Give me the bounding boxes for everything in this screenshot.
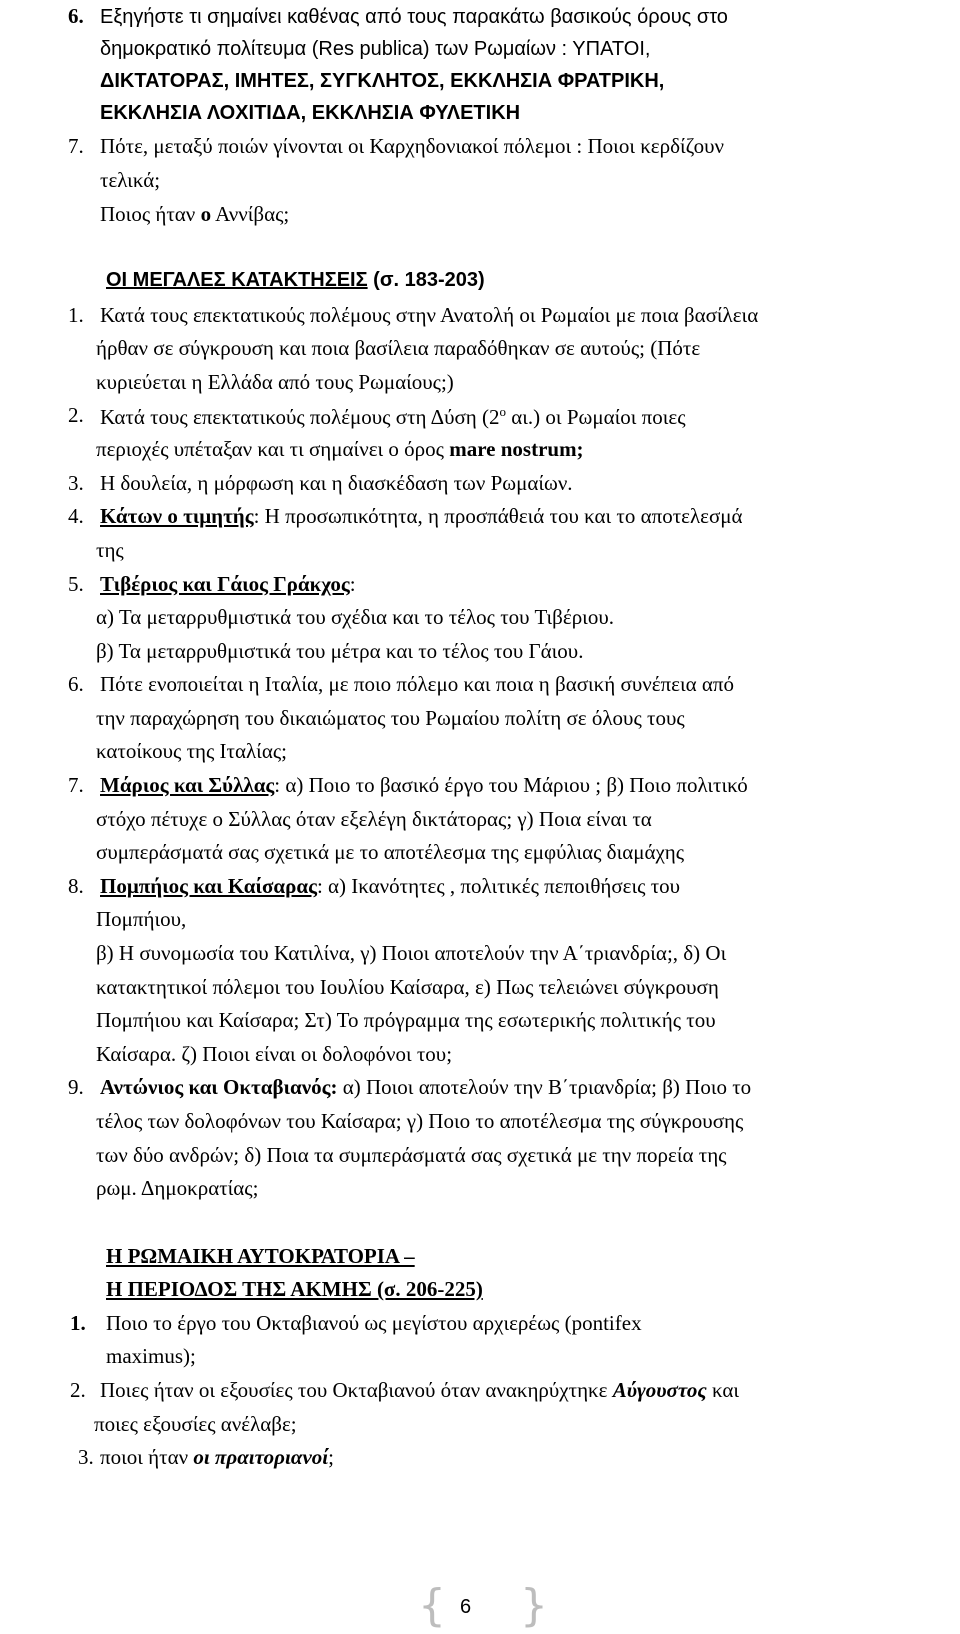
question-number: 2. — [70, 1378, 86, 1402]
question-text: ήρθαν σε σύγκρουση και ποια βασίλεια παραδόθηκαν σε αυτούς; (Πότε — [96, 336, 701, 360]
question-number: 6. — [68, 672, 84, 696]
question-text: κατακτητικοί πόλεμοι του Ιουλίου Καίσαρα, ε) Πως τελειώνει σύγκρουση — [96, 975, 719, 999]
question-text: maximus); — [106, 1344, 196, 1368]
question-number: 7. — [68, 773, 84, 797]
page-footer — [0, 1580, 960, 1634]
question-number: 3. — [68, 471, 84, 495]
question-text: στόχο πέτυχε ο Σύλλας όταν εξελέγη δικτάτορας; γ) Ποια είναι τα — [96, 807, 652, 831]
question-text: τέλος των δολοφόνων του Καίσαρα; γ) Ποιο το αποτέλεσμα της σύγκρουσης — [96, 1109, 744, 1133]
question-text: Πομπήιου, — [96, 907, 187, 931]
question-text: των δύο ανδρών; δ) Ποια τα συμπεράσματά σας σχετικά με την πορεία της — [96, 1143, 727, 1167]
question-number: 3. — [78, 1445, 94, 1469]
question-number: 5. — [68, 572, 84, 596]
right-brace-icon: } — [520, 1580, 548, 1631]
question-text: περιοχές υπέταξαν και τι σημαίνει ο όρος mare nostrum; — [96, 437, 584, 461]
question-text: Καίσαρα. ζ) Ποιοι είναι οι δολοφόνοι του; — [96, 1042, 453, 1066]
question-text: β) Τα μεταρρυθμιστικά του μέτρα και το τέλος του Γάιου. — [96, 639, 584, 663]
question-text: τελικά; — [100, 168, 161, 192]
section-heading: Η ΡΩΜΑΙΚΗ ΑΥΤΟΚΡΑΤΟΡΙΑ – — [106, 1244, 415, 1268]
question-text: την παραχώρηση του δικαιώματος του Ρωμαίου πολίτη σε όλους τους — [96, 706, 685, 730]
question-number: 9. — [68, 1075, 84, 1099]
question-number: 1. — [70, 1311, 86, 1335]
question-number: 6. — [68, 4, 84, 28]
question-text: Κατά τους επεκτατικούς πολέμους στη Δύση ($2^o$ αι.) οι Ρωμαίοι ποιες — [100, 404, 686, 429]
section-heading: ΟΙ ΜΕΓΑΛΕΣ ΚΑΤΑΚΤΗΣΕΙΣ (σ. 183-203) — [106, 269, 485, 291]
question-text: κυριεύεται η Ελλάδα από τους Ρωμαίους;) — [96, 370, 454, 394]
question-text: Πότε ενοποιείται η Ιταλία, με ποιο πόλεμο και ποια η βασική συνέπεια από — [100, 672, 734, 696]
question-text: Πομπήιος και Καίσαρας: α) Ικανότητες , πολιτικές πεποιθήσεις του — [100, 874, 681, 898]
page-number: 6 — [460, 1596, 472, 1618]
question-text: α) Τα μεταρρυθμιστικά του σχέδια και το τέλος του Τιβέριου. — [96, 605, 614, 629]
question-text: ρωμ. Δημοκρατίας; — [96, 1176, 259, 1200]
question-number: 7. — [68, 134, 84, 158]
question-text: ποιες εξουσίες ανέλαβε; — [94, 1412, 297, 1436]
question-text: Πότε, μεταξύ ποιών γίνονται οι Καρχηδονιακοί πόλεμοι : Ποιοι κερδίζουν — [100, 134, 724, 158]
question-text: Πομπήιου και Καίσαρα; Στ) Το πρόγραμμα της εσωτερικής πολιτικής του — [96, 1008, 716, 1032]
question-text: Αντώνιος και Οκταβιανός: α) Ποιοι αποτελούν την Β΄τριανδρία; β) Ποιο το — [100, 1075, 752, 1099]
question-text: της — [96, 538, 124, 562]
question-text: β) Η συνομωσία του Κατιλίνα, γ) Ποιοι αποτελούν την Α΄τριανδρία;, δ) Οι — [96, 941, 727, 965]
question-text: κατοίκους της Ιταλίας; — [96, 739, 287, 763]
question-number: 8. — [68, 874, 84, 898]
question-text: Η δουλεία, η μόρφωση και η διασκέδαση των Ρωμαίων. — [100, 471, 573, 495]
left-brace-icon: { — [418, 1580, 446, 1631]
question-text: Ποιες ήταν οι εξουσίες του Οκταβιανού όταν ανακηρύχτηκε Αύγουστος και — [100, 1378, 740, 1402]
question-text: Ποιος ήταν ο Αννίβας; — [100, 202, 290, 226]
question-number: 2. — [68, 403, 84, 427]
question-text: συμπεράσματά σας σχετικά με το αποτέλεσμα της εμφύλιας διαμάχης — [96, 840, 685, 864]
question-number: 1. — [68, 303, 84, 327]
question-text: ΕΚΚΛΗΣΙΑ ΛΟΧΙΤΙΔΑ, ΕΚΚΛΗΣΙΑ ΦΥΛΕΤΙΚΗ — [100, 102, 521, 124]
question-text: Κάτων ο τιμητής: Η προσωπικότητα, η προσπάθειά του και το αποτελεσμά — [100, 504, 743, 528]
question-text: Μάριος και Σύλλας: α) Ποιο το βασικό έργο του Μάριου ; β) Ποιο πολιτικό — [100, 773, 748, 797]
question-text: Κατά τους επεκτατικούς πολέμους στην Ανατολή οι Ρωμαίοι με ποια βασίλεια — [100, 303, 759, 327]
question-text: Ποιο το έργο του Οκταβιανού ως μεγίστου αρχιερέως (pontifex — [106, 1311, 642, 1335]
section-heading: Η ΠΕΡΙΟΔΟΣ ΤΗΣ ΑΚΜΗΣ (σ. 206-225) — [106, 1277, 483, 1301]
question-number: 4. — [68, 504, 84, 528]
question-text: Εξηγήστε τι σημαίνει καθένας από τους παρακάτω βασικούς όρους στο — [100, 6, 728, 28]
question-text: δημοκρατικό πολίτευμα (Res publica) των Ρωμαίων : ΥΠΑΤΟΙ, — [100, 38, 651, 60]
question-text: Τιβέριος και Γάιος Γράκχος: — [100, 572, 356, 596]
question-text: ΔΙΚΤΑΤΟΡΑΣ, ΙΜΗΤΕΣ, ΣΥΓΚΛΗΤΟΣ, ΕΚΚΛΗΣΙΑ ΦΡΑΤΡΙΚΗ, — [100, 70, 665, 92]
question-text: ποιοι ήταν οι πραιτοριανοί; — [100, 1445, 334, 1469]
